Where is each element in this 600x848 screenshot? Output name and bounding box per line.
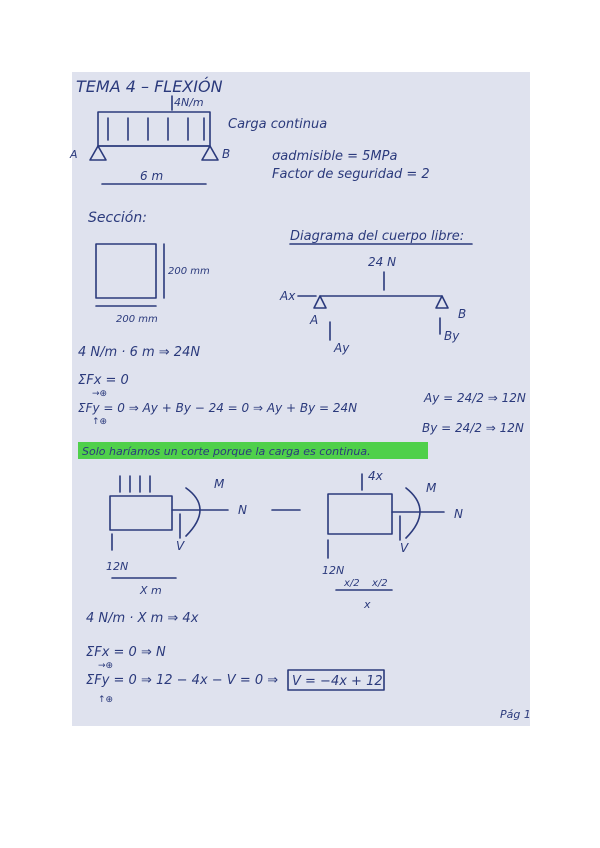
page-title: TEMA 4 – FLEXIÓN [76,77,223,96]
sum-fy-sign: ↑⊕ [92,417,108,427]
by-result: By = 24/2 ⇒ 12N [422,421,524,435]
final-sum-fy: ΣFy = 0 ⇒ 12 − 4x − V = 0 ⇒ [86,673,279,688]
boxed-result: V = −4x + 12 [292,674,383,689]
left-cut-m: M [214,477,225,491]
sum-fx: ΣFx = 0 [78,373,129,388]
left-cut-n: N [238,503,247,517]
final-sum-fx: ΣFx = 0 ⇒ N [86,645,166,660]
right-cut-v: V [400,541,409,555]
safety-factor: Factor de seguridad = 2 [272,167,430,182]
final-sum-fy-sign: ↑⊕ [98,695,114,705]
left-cut-reaction: 12N [106,560,129,573]
support-b-label: B [222,147,231,161]
fbd-resultant: 24 N [368,255,397,269]
right-cut-n: N [454,507,463,521]
resultant-calc: 4 N/m · 6 m ⇒ 24N [78,345,201,360]
final-sum-fx-sign: →⊕ [98,661,114,671]
left-cut-length: X m [140,584,162,597]
section-height-label: 200 mm [168,266,210,277]
ay-result: Ay = 24/2 ⇒ 12N [424,391,526,405]
span-label: 6 m [140,169,164,183]
load-label: 4N/m [174,96,204,109]
support-a-label: A [70,148,78,161]
right-cut-m: M [426,481,437,495]
fbd-ay: Ay [334,341,350,355]
section-heading: Sección: [88,210,147,226]
fbd-a: A [310,313,319,327]
free-body-heading: Diagrama del cuerpo libre: [290,229,465,244]
left-cut-v: V [176,539,185,553]
load-type: Carga continua [228,117,328,132]
section-width-label: 200 mm [116,314,158,325]
sum-fx-sign: →⊕ [92,389,108,399]
fbd-ax: Ax [280,289,296,303]
fbd-by: By [444,329,460,343]
right-cut-length: x [364,598,371,611]
fbd-b: B [458,307,467,321]
final-load-calc: 4 N/m · X m ⇒ 4x [86,611,199,626]
highlight-note: Solo haríamos un corte porque la carga es continua. [82,445,371,458]
right-cut-reaction: 12N [322,564,345,577]
allowable-stress: σadmisible = 5MPa [272,149,398,164]
sum-fy: ΣFy = 0 ⇒ Ay + By − 24 = 0 ⇒ Ay + By = 24N [78,401,358,415]
page-mark: Pág 1 [500,708,531,721]
right-cut-half-left: x/2 [344,578,360,589]
right-cut-load: 4x [368,469,383,483]
right-cut-half-right: x/2 [372,578,388,589]
